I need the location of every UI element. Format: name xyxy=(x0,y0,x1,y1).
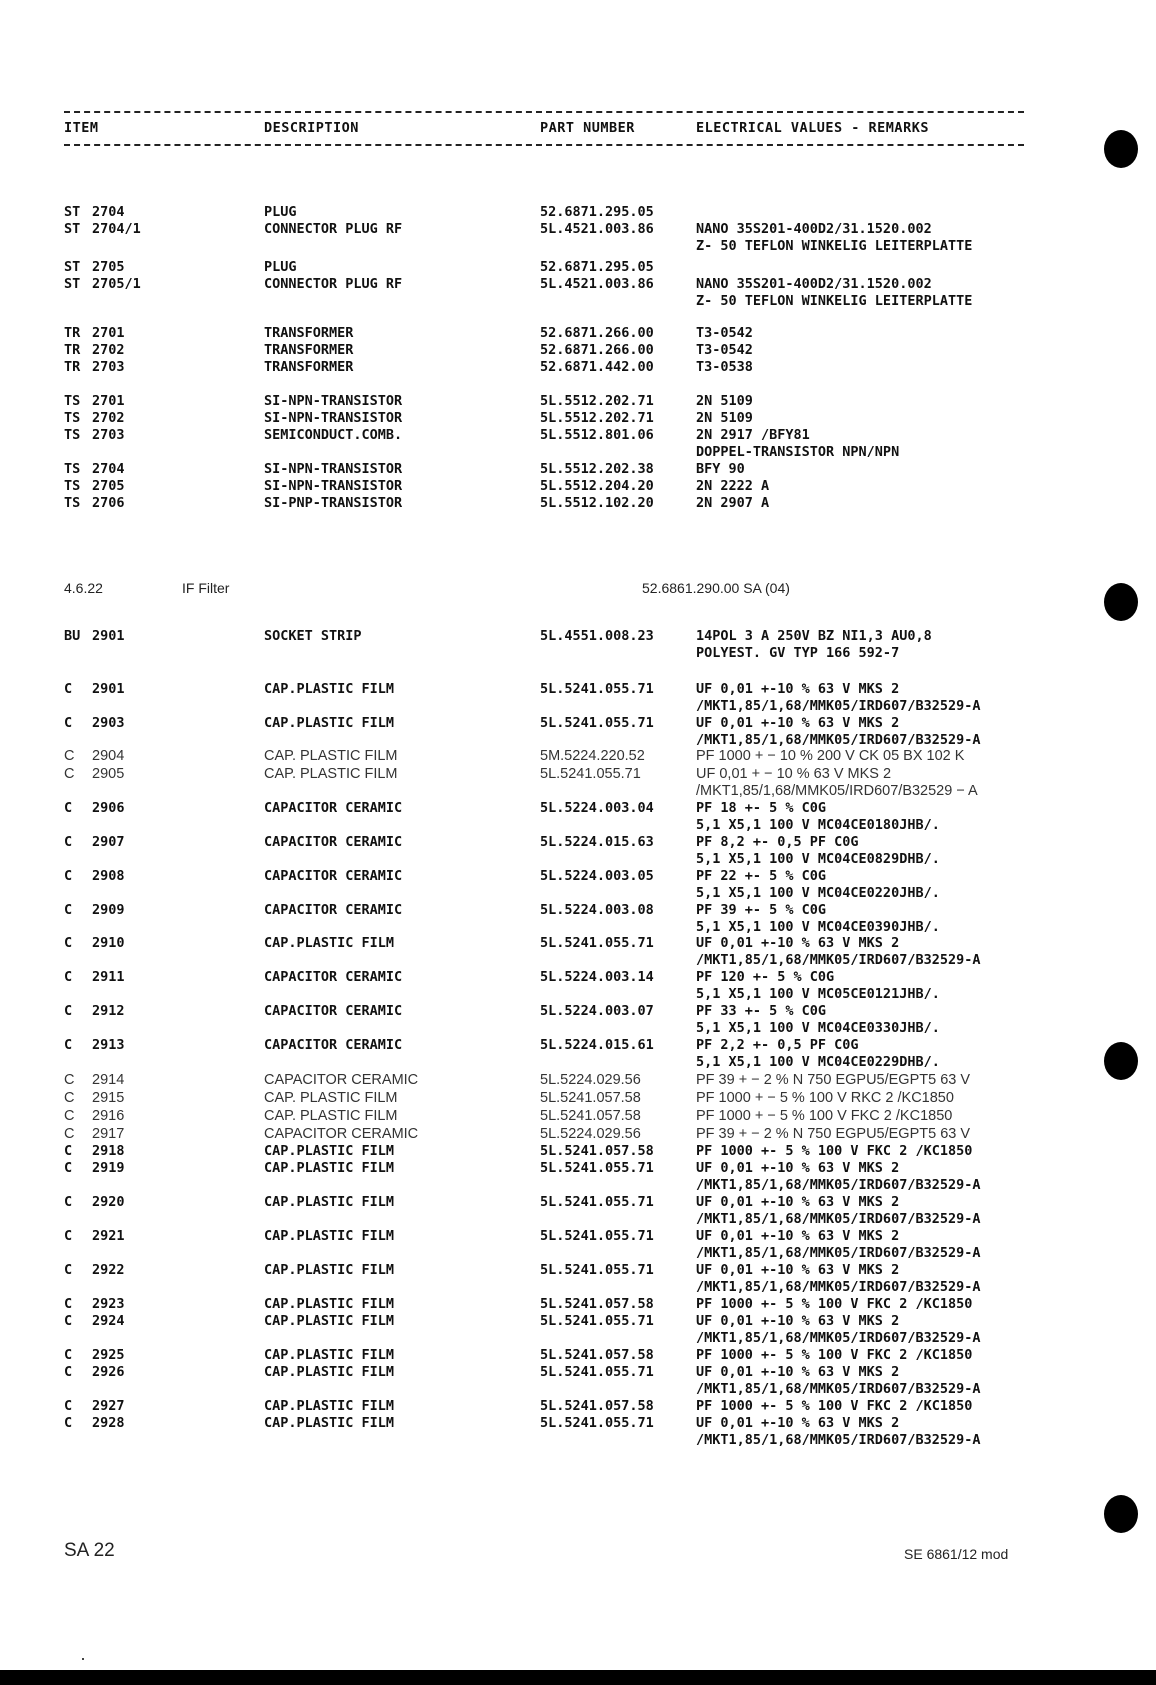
item-number: 2906 xyxy=(92,800,125,816)
item-ref xyxy=(64,359,125,377)
description-cell: CONNECTOR PLUG RF xyxy=(264,221,403,237)
part-number-cell: 5L.5224.029.56 xyxy=(540,1126,641,1142)
part-number-cell: 5L.5241.057.58 xyxy=(540,1090,641,1106)
item-number: 2922 xyxy=(92,1262,125,1278)
item-ref xyxy=(64,715,125,733)
description-cell: CAP.PLASTIC FILM xyxy=(264,715,395,731)
description-cell: CAP.PLASTIC FILM xyxy=(264,1347,395,1363)
electrical-value-cell: UF 0,01 +-10 % 63 V MKS 2 xyxy=(696,1262,900,1278)
item-ref xyxy=(64,1364,125,1382)
item-prefix: TR xyxy=(64,325,81,341)
electrical-value-line2: 5,1 X5,1 100 V MC04CE0180JHB/. xyxy=(696,817,940,833)
electrical-value-cell: UF 0,01 +-10 % 63 V MKS 2 xyxy=(696,1313,900,1329)
item-prefix: C xyxy=(64,1262,73,1278)
electrical-value-cell: UF 0,01 +-10 % 63 V MKS 2 xyxy=(696,681,900,697)
header-rule-bottom xyxy=(64,144,1024,146)
part-number-cell: 5M.5224.220.52 xyxy=(540,748,645,764)
item-ref xyxy=(64,461,125,479)
part-number-cell: 52.6871.295.05 xyxy=(540,204,654,220)
description-cell: CAPACITOR CERAMIC xyxy=(264,1003,403,1019)
part-number-cell: 5L.5224.003.07 xyxy=(540,1003,654,1019)
item-ref xyxy=(64,1126,124,1144)
part-number-cell: 5L.5241.055.71 xyxy=(540,1364,654,1380)
item-prefix: C xyxy=(64,1228,73,1244)
item-ref xyxy=(64,628,125,646)
item-ref xyxy=(64,868,125,886)
electrical-value-cell: UF 0,01 +-10 % 63 V MKS 2 xyxy=(696,935,900,951)
description-cell: CAP.PLASTIC FILM xyxy=(264,1398,395,1414)
part-number-cell: 5L.5241.057.58 xyxy=(540,1108,641,1124)
description-cell: CAPACITOR CERAMIC xyxy=(264,902,403,918)
item-prefix: C xyxy=(64,1347,73,1363)
description-cell: CAP.PLASTIC FILM xyxy=(264,1228,395,1244)
binder-hole xyxy=(1104,583,1138,621)
part-number-cell: 5L.5241.055.71 xyxy=(540,1160,654,1176)
item-prefix: C xyxy=(64,969,73,985)
item-number: 2705/1 xyxy=(92,276,141,292)
item-number: 2916 xyxy=(92,1108,125,1124)
electrical-value-line2: /MKT1,85/1,68/MMK05/IRD607/B32529-A xyxy=(696,1211,981,1227)
item-ref xyxy=(64,1347,125,1365)
item-number: 2912 xyxy=(92,1003,125,1019)
item-prefix: TS xyxy=(64,461,81,477)
item-prefix: TS xyxy=(64,427,81,443)
electrical-value-line2: /MKT1,85/1,68/MMK05/IRD607/B32529-A xyxy=(696,1177,981,1193)
item-ref xyxy=(64,1090,124,1108)
item-number: 2702 xyxy=(92,342,125,358)
item-number: 2908 xyxy=(92,868,125,884)
item-number: 2919 xyxy=(92,1160,125,1176)
electrical-value-line2: 5,1 X5,1 100 V MC04CE0829DHB/. xyxy=(696,851,940,867)
item-prefix: C xyxy=(64,800,73,816)
part-number-cell: 5L.5224.003.05 xyxy=(540,868,654,884)
item-ref xyxy=(64,1143,125,1161)
part-number-cell: 5L.5241.055.71 xyxy=(540,681,654,697)
item-prefix: C xyxy=(64,1037,73,1053)
electrical-value-cell: PF 1000 +- 5 % 100 V FKC 2 /KC1850 xyxy=(696,1143,973,1159)
electrical-value-cell: 2N 5109 xyxy=(696,393,753,409)
description-cell: CAP.PLASTIC FILM xyxy=(264,1160,395,1176)
item-prefix: TS xyxy=(64,478,81,494)
part-number-cell: 52.6871.442.00 xyxy=(540,359,654,375)
item-ref xyxy=(64,342,125,360)
item-number: 2920 xyxy=(92,1194,125,1210)
description-cell: CAPACITOR CERAMIC xyxy=(264,834,403,850)
part-number-cell: 52.6871.295.05 xyxy=(540,259,654,275)
item-ref xyxy=(64,1296,125,1314)
electrical-value-cell: PF 1000 +- 5 % 100 V FKC 2 /KC1850 xyxy=(696,1398,973,1414)
item-number: 2901 xyxy=(92,628,125,644)
part-number-cell: 5L.5241.055.71 xyxy=(540,1228,654,1244)
description-cell: CAP.PLASTIC FILM xyxy=(264,681,395,697)
description-cell: CAP. PLASTIC FILM xyxy=(264,766,398,782)
header-electrical-values: ELECTRICAL VALUES - REMARKS xyxy=(696,120,929,136)
item-number: 2904 xyxy=(92,748,125,764)
item-prefix: C xyxy=(64,1194,73,1210)
electrical-value-cell: PF 39 +- 5 % C0G xyxy=(696,902,827,918)
item-number: 2928 xyxy=(92,1415,125,1431)
part-number-cell: 5L.5241.055.71 xyxy=(540,1194,654,1210)
item-ref xyxy=(64,325,125,343)
electrical-value-line2: 5,1 X5,1 100 V MC05CE0121JHB/. xyxy=(696,986,940,1002)
description-cell: CAPACITOR CERAMIC xyxy=(264,1072,419,1088)
electrical-value-cell: BFY 90 xyxy=(696,461,745,477)
part-number-cell: 5L.5512.102.20 xyxy=(540,495,654,511)
item-ref xyxy=(64,1262,125,1280)
electrical-value-cell: PF 18 +- 5 % C0G xyxy=(696,800,827,816)
electrical-value-line2: 5,1 X5,1 100 V MC04CE0229DHB/. xyxy=(696,1054,940,1070)
part-number-cell: 5L.5241.057.58 xyxy=(540,1398,654,1414)
item-number: 2706 xyxy=(92,495,125,511)
item-prefix: C xyxy=(64,681,73,697)
electrical-value-line2: /MKT1,85/1,68/MMK05/IRD607/B32529-A xyxy=(696,1432,981,1448)
item-ref xyxy=(64,1108,124,1126)
part-number-cell: 5L.5241.055.71 xyxy=(540,1415,654,1431)
electrical-value-line2: DOPPEL-TRANSISTOR NPN/NPN xyxy=(696,444,900,460)
item-number: 2914 xyxy=(92,1072,125,1088)
part-number-cell: 5L.5241.055.71 xyxy=(540,1262,654,1278)
electrical-value-line2: /MKT1,85/1,68/MMK05/IRD607/B32529-A xyxy=(696,732,981,748)
description-cell: CAPACITOR CERAMIC xyxy=(264,1126,419,1142)
item-ref xyxy=(64,478,125,496)
item-ref xyxy=(64,1228,125,1246)
electrical-value-line2: 5,1 X5,1 100 V MC04CE0390JHB/. xyxy=(696,919,940,935)
item-prefix: ST xyxy=(64,276,81,292)
description-cell: TRANSFORMER xyxy=(264,342,354,358)
part-number-cell: 5L.4551.008.23 xyxy=(540,628,654,644)
part-number-cell: 5L.5224.015.61 xyxy=(540,1037,654,1053)
item-number: 2705 xyxy=(92,478,125,494)
electrical-value-cell: PF 1000 + − 5 % 100 V RKC 2 /KC1850 xyxy=(696,1090,954,1106)
item-number: 2927 xyxy=(92,1398,125,1414)
item-number: 2924 xyxy=(92,1313,125,1329)
item-ref xyxy=(64,766,124,784)
electrical-value-cell: PF 120 +- 5 % C0G xyxy=(696,969,835,985)
electrical-value-cell: UF 0,01 +-10 % 63 V MKS 2 xyxy=(696,715,900,731)
description-cell: CAPACITOR CERAMIC xyxy=(264,969,403,985)
item-prefix: C xyxy=(64,1313,73,1329)
electrical-value-cell: PF 22 +- 5 % C0G xyxy=(696,868,827,884)
electrical-value-cell: 2N 2917 /BFY81 xyxy=(696,427,810,443)
item-prefix: C xyxy=(64,935,73,951)
item-ref xyxy=(64,969,125,987)
item-ref xyxy=(64,1415,125,1433)
item-ref xyxy=(64,1398,125,1416)
electrical-value-cell: PF 1000 +- 5 % 100 V FKC 2 /KC1850 xyxy=(696,1347,973,1363)
item-ref xyxy=(64,834,125,852)
item-prefix: C xyxy=(64,1108,75,1124)
electrical-value-line2: Z- 50 TEFLON WINKELIG LEITERPLATTE xyxy=(696,238,973,254)
item-number: 2901 xyxy=(92,681,125,697)
header-item: ITEM xyxy=(64,120,99,136)
part-number-cell: 5L.5512.801.06 xyxy=(540,427,654,443)
description-cell: SEMICONDUCT.COMB. xyxy=(264,427,403,443)
item-ref xyxy=(64,935,125,953)
item-number: 2701 xyxy=(92,325,125,341)
item-prefix: C xyxy=(64,1072,75,1088)
description-cell: SI-PNP-TRANSISTOR xyxy=(264,495,403,511)
electrical-value-cell: UF 0,01 +-10 % 63 V MKS 2 xyxy=(696,1194,900,1210)
item-ref xyxy=(64,1194,125,1212)
item-number: 2703 xyxy=(92,427,125,443)
scan-speck xyxy=(82,1658,84,1660)
electrical-value-line2: POLYEST. GV TYP 166 592-7 xyxy=(696,645,900,661)
part-number-cell: 5L.5241.057.58 xyxy=(540,1143,654,1159)
item-ref xyxy=(64,1072,124,1090)
footer-document-id: SE 6861/12 mod xyxy=(904,1546,1009,1562)
item-ref xyxy=(64,1003,125,1021)
description-cell: CAP.PLASTIC FILM xyxy=(264,1364,395,1380)
item-number: 2915 xyxy=(92,1090,125,1106)
electrical-value-cell: PF 8,2 +- 0,5 PF C0G xyxy=(696,834,859,850)
item-number: 2702 xyxy=(92,410,125,426)
part-number-cell: 5L.5241.057.58 xyxy=(540,1296,654,1312)
description-cell: SI-NPN-TRANSISTOR xyxy=(264,478,403,494)
item-prefix: C xyxy=(64,1415,73,1431)
item-prefix: TS xyxy=(64,410,81,426)
item-number: 2918 xyxy=(92,1143,125,1159)
description-cell: CAP. PLASTIC FILM xyxy=(264,1108,398,1124)
electrical-value-line2: /MKT1,85/1,68/MMK05/IRD607/B32529-A xyxy=(696,1279,981,1295)
header-rule-top xyxy=(64,111,1024,113)
description-cell: CAP. PLASTIC FILM xyxy=(264,748,398,764)
part-number-cell: 5L.5512.202.71 xyxy=(540,410,654,426)
part-number-cell: 5L.5241.055.71 xyxy=(540,1313,654,1329)
electrical-value-cell: 14POL 3 A 250V BZ NI1,3 AU0,8 xyxy=(696,628,932,644)
item-prefix: C xyxy=(64,1126,75,1142)
item-number: 2913 xyxy=(92,1037,125,1053)
item-prefix: TS xyxy=(64,393,81,409)
item-prefix: TR xyxy=(64,342,81,358)
item-prefix: ST xyxy=(64,204,81,220)
description-cell: CAP.PLASTIC FILM xyxy=(264,1143,395,1159)
item-prefix: C xyxy=(64,1160,73,1176)
electrical-value-cell: PF 2,2 +- 0,5 PF C0G xyxy=(696,1037,859,1053)
item-number: 2921 xyxy=(92,1228,125,1244)
part-number-cell: 5L.5224.003.04 xyxy=(540,800,654,816)
item-number: 2923 xyxy=(92,1296,125,1312)
item-ref xyxy=(64,204,125,222)
section-number: 4.6.22 xyxy=(64,580,103,596)
part-number-cell: 5L.5224.003.14 xyxy=(540,969,654,985)
part-number-cell: 5L.5224.003.08 xyxy=(540,902,654,918)
description-cell: PLUG xyxy=(264,259,297,275)
item-ref xyxy=(64,902,125,920)
description-cell: CAP.PLASTIC FILM xyxy=(264,935,395,951)
item-prefix: C xyxy=(64,1090,75,1106)
item-number: 2905 xyxy=(92,766,125,782)
electrical-value-cell: UF 0,01 +-10 % 63 V MKS 2 xyxy=(696,1228,900,1244)
item-prefix: C xyxy=(64,1296,73,1312)
part-number-cell: 52.6871.266.00 xyxy=(540,325,654,341)
item-number: 2910 xyxy=(92,935,125,951)
part-number-cell: 5L.4521.003.86 xyxy=(540,276,654,292)
header-description: DESCRIPTION xyxy=(264,120,359,136)
item-prefix: C xyxy=(64,868,73,884)
item-ref xyxy=(64,495,125,513)
item-prefix: C xyxy=(64,748,75,764)
description-cell: SI-NPN-TRANSISTOR xyxy=(264,461,403,477)
item-prefix: C xyxy=(64,1364,73,1380)
item-number: 2925 xyxy=(92,1347,125,1363)
item-prefix: C xyxy=(64,834,73,850)
electrical-value-cell: 2N 2907 A xyxy=(696,495,770,511)
description-cell: TRANSFORMER xyxy=(264,325,354,341)
item-number: 2926 xyxy=(92,1364,125,1380)
electrical-value-cell: UF 0,01 + − 10 % 63 V MKS 2 xyxy=(696,766,892,782)
electrical-value-line2: Z- 50 TEFLON WINKELIG LEITERPLATTE xyxy=(696,293,973,309)
item-prefix: C xyxy=(64,715,73,731)
item-prefix: BU xyxy=(64,628,81,644)
electrical-value-line2: /MKT1,85/1,68/MMK05/IRD607/B32529-A xyxy=(696,1381,981,1397)
part-number-cell: 5L.5241.055.71 xyxy=(540,766,641,782)
description-cell: CAP.PLASTIC FILM xyxy=(264,1262,395,1278)
part-number-cell: 5L.4521.003.86 xyxy=(540,221,654,237)
part-number-cell: 5L.5241.055.71 xyxy=(540,715,654,731)
item-number: 2903 xyxy=(92,715,125,731)
item-ref xyxy=(64,1160,125,1178)
part-number-cell: 5L.5224.015.63 xyxy=(540,834,654,850)
item-number: 2701 xyxy=(92,393,125,409)
item-ref xyxy=(64,221,141,239)
description-cell: CAPACITOR CERAMIC xyxy=(264,868,403,884)
item-number: 2911 xyxy=(92,969,125,985)
item-prefix: C xyxy=(64,902,73,918)
binder-hole xyxy=(1104,130,1138,168)
electrical-value-cell: UF 0,01 +-10 % 63 V MKS 2 xyxy=(696,1160,900,1176)
item-number: 2703 xyxy=(92,359,125,375)
item-ref xyxy=(64,427,125,445)
item-ref xyxy=(64,276,141,294)
electrical-value-line2: /MKT1,85/1,68/MMK05/IRD607/B32529-A xyxy=(696,1245,981,1261)
item-prefix: C xyxy=(64,1003,73,1019)
electrical-value-cell: PF 1000 + − 5 % 100 V FKC 2 /KC1850 xyxy=(696,1108,953,1124)
electrical-value-cell: NANO 35S201-400D2/31.1520.002 xyxy=(696,276,932,292)
item-prefix: C xyxy=(64,1143,73,1159)
section-part-number: 52.6861.290.00 SA (04) xyxy=(642,580,790,596)
electrical-value-cell: PF 39 + − 2 % N 750 EGPU5/EGPT5 63 V xyxy=(696,1072,971,1088)
electrical-value-line2: /MKT1,85/1,68/MMK05/IRD607/B32529-A xyxy=(696,1330,981,1346)
item-number: 2909 xyxy=(92,902,125,918)
item-number: 2917 xyxy=(92,1126,125,1142)
part-number-cell: 5L.5241.055.71 xyxy=(540,935,654,951)
description-cell: CONNECTOR PLUG RF xyxy=(264,276,403,292)
description-cell: SI-NPN-TRANSISTOR xyxy=(264,393,403,409)
binder-hole xyxy=(1104,1042,1138,1080)
item-ref xyxy=(64,681,125,699)
description-cell: CAP.PLASTIC FILM xyxy=(264,1194,395,1210)
footer-page-number: SA 22 xyxy=(64,1540,115,1561)
electrical-value-line2: /MKT1,85/1,68/MMK05/IRD607/B32529 − A xyxy=(696,783,978,799)
scan-edge-bar xyxy=(0,1670,1156,1685)
description-cell: CAP.PLASTIC FILM xyxy=(264,1415,395,1431)
item-ref xyxy=(64,800,125,818)
part-number-cell: 52.6871.266.00 xyxy=(540,342,654,358)
item-prefix: TS xyxy=(64,495,81,511)
electrical-value-line2: /MKT1,85/1,68/MMK05/IRD607/B32529-A xyxy=(696,952,981,968)
item-number: 2704/1 xyxy=(92,221,141,237)
item-ref xyxy=(64,1037,125,1055)
item-prefix: ST xyxy=(64,221,81,237)
description-cell: SOCKET STRIP xyxy=(264,628,362,644)
item-ref xyxy=(64,410,125,428)
electrical-value-line2: 5,1 X5,1 100 V MC04CE0220JHB/. xyxy=(696,885,940,901)
item-prefix: TR xyxy=(64,359,81,375)
electrical-value-cell: PF 1000 +- 5 % 100 V FKC 2 /KC1850 xyxy=(696,1296,973,1312)
item-prefix: ST xyxy=(64,259,81,275)
item-prefix: C xyxy=(64,1398,73,1414)
item-ref xyxy=(64,393,125,411)
item-number: 2704 xyxy=(92,461,125,477)
electrical-value-cell: 2N 5109 xyxy=(696,410,753,426)
item-prefix: C xyxy=(64,766,75,782)
electrical-value-cell: 2N 2222 A xyxy=(696,478,770,494)
electrical-value-cell: NANO 35S201-400D2/31.1520.002 xyxy=(696,221,932,237)
electrical-value-cell: UF 0,01 +-10 % 63 V MKS 2 xyxy=(696,1364,900,1380)
description-cell: CAP. PLASTIC FILM xyxy=(264,1090,398,1106)
item-ref xyxy=(64,1313,125,1331)
electrical-value-cell: T3-0542 xyxy=(696,325,753,341)
electrical-value-line2: 5,1 X5,1 100 V MC04CE0330JHB/. xyxy=(696,1020,940,1036)
description-cell: SI-NPN-TRANSISTOR xyxy=(264,410,403,426)
description-cell: PLUG xyxy=(264,204,297,220)
binder-hole xyxy=(1104,1495,1138,1533)
description-cell: CAPACITOR CERAMIC xyxy=(264,1037,403,1053)
electrical-value-cell: T3-0538 xyxy=(696,359,753,375)
item-ref xyxy=(64,259,125,277)
part-number-cell: 5L.5512.202.71 xyxy=(540,393,654,409)
item-number: 2704 xyxy=(92,204,125,220)
electrical-value-cell: T3-0542 xyxy=(696,342,753,358)
item-number: 2705 xyxy=(92,259,125,275)
part-number-cell: 5L.5224.029.56 xyxy=(540,1072,641,1088)
header-part-number: PART NUMBER xyxy=(540,120,635,136)
electrical-value-line2: /MKT1,85/1,68/MMK05/IRD607/B32529-A xyxy=(696,698,981,714)
part-number-cell: 5L.5512.202.38 xyxy=(540,461,654,477)
electrical-value-cell: UF 0,01 +-10 % 63 V MKS 2 xyxy=(696,1415,900,1431)
section-title: IF Filter xyxy=(182,580,230,596)
description-cell: CAP.PLASTIC FILM xyxy=(264,1296,395,1312)
part-number-cell: 5L.5241.057.58 xyxy=(540,1347,654,1363)
electrical-value-cell: PF 1000 + − 10 % 200 V CK 05 BX 102 K xyxy=(696,748,965,764)
electrical-value-cell: PF 39 + − 2 % N 750 EGPU5/EGPT5 63 V xyxy=(696,1126,971,1142)
description-cell: CAP.PLASTIC FILM xyxy=(264,1313,395,1329)
description-cell: CAPACITOR CERAMIC xyxy=(264,800,403,816)
part-number-cell: 5L.5512.204.20 xyxy=(540,478,654,494)
item-number: 2907 xyxy=(92,834,125,850)
electrical-value-cell: PF 33 +- 5 % C0G xyxy=(696,1003,827,1019)
item-ref xyxy=(64,748,124,766)
description-cell: TRANSFORMER xyxy=(264,359,354,375)
